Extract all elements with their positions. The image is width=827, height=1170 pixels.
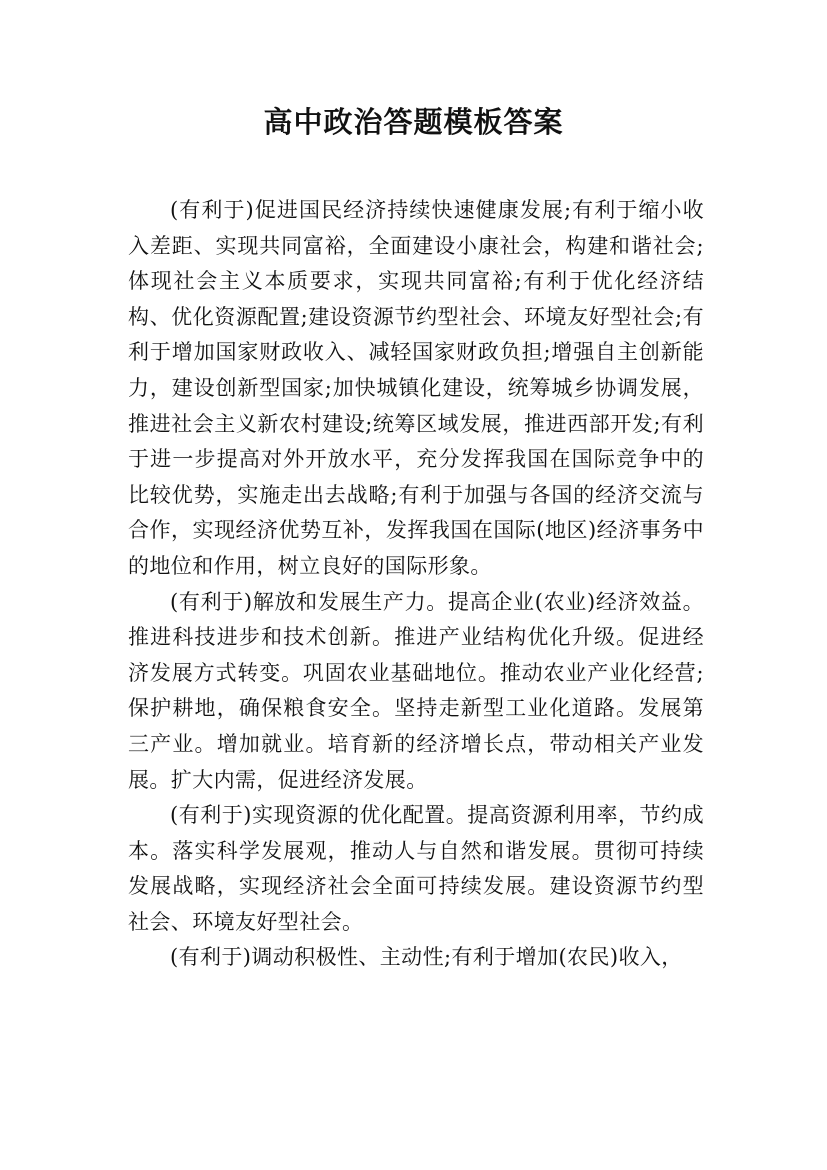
- paragraph-4: (有利于)调动积极性、主动性;有利于增加(农民)收入，: [170, 945, 683, 970]
- paragraph-2: (有利于)解放和发展生产力。提高企业(农业)经济效益。推进科技进步和技术创新。推进产业结构优化升级。促进经济发展方式转变。巩固农业基础地位。推动农业产业化经营;保护耕地，确保粮食安全。坚持走新型工业化道路。发展第三产业。增加就业。培育新的经济增长点，带动相关产业发展。扩大内需，促进经济发展。: [128, 589, 704, 792]
- paragraph-1: (有利于)促进国民经济持续快速健康发展;有利于缩小收入差距、实现共同富裕，全面建设小康社会，构建和谐社会;体现社会主义本质要求，实现共同富裕;有利于优化经济结构、优化资源配置;建设资源节约型社会、环境友好型社会;有利于增加国家财政收入、减轻国家财政负担;增强自主创新能力，建设创新型国家;加快城镇化建设，统筹城乡协调发展，推进社会主义新农村建设;统筹区域发展，推进西部开发;有利于进一步提高对外开放水平，充分发挥我国在国际竞争中的比较优势，实施走出去战略;有利于加强与各国的经济交流与合作，实现经济优势互补，发挥我国在国际(地区)经济事务中的地位和作用，树立良好的国际形象。: [128, 198, 704, 578]
- paragraph-3: (有利于)实现资源的优化配置。提高资源利用率，节约成本。落实科学发展观，推动人与自然和谐发展。贯彻可持续发展战略，实现经济社会全面可持续发展。建设资源节约型社会、环境友好型社会。: [128, 803, 704, 934]
- document-body: [128, 193, 704, 976]
- document-title: 高中政治答题模板答案: [263, 105, 564, 139]
